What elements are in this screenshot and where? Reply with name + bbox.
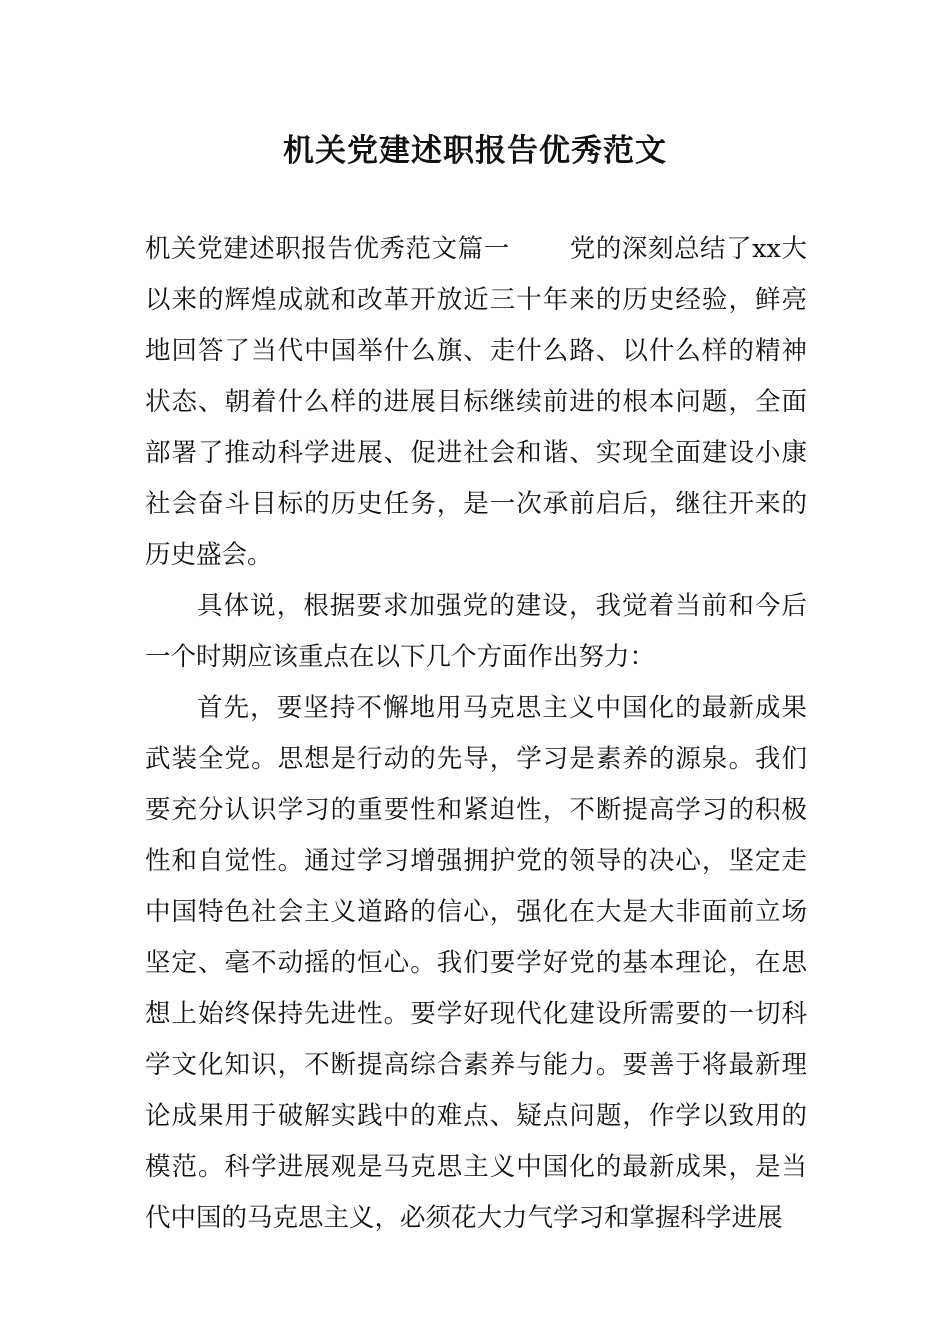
section-heading: 机关党建述职报告优秀范文篇一 [145, 234, 510, 264]
paragraph-1-text: 党的深刻总结了xx大以来的辉煌成就和改革开放近三十年来的历史经验，鲜亮地回答了当代中国举什么旗、走什么路、以什么样的精神状态、朝着什么样的进展目标继续前进的根本问题，全面部署了推动科学进展、促进社会和谐、实现全面建设小康社会奋斗目标的历史任务，是一次承前启后，继往开来的历史盛会。 [145, 234, 807, 570]
paragraph-3: 首先，要坚持不懈地用马克思主义中国化的最新成果武装全党。思想是行动的先导，学习是素养的源泉。我们要充分认识学习的重要性和紧迫性，不断提高学习的积极性和自觉性。通过学习增强拥护党的领导的决心，坚定走中国特色社会主义道路的信心，强化在大是大非面前立场坚定、毫不动摇的恒心。我们要学好党的基本理论，在思想上始终保持先进性。要学好现代化建设所需要的一切科学文化知识，不断提高综合素养与能力。要善于将最新理论成果用于破解实践中的难点、疑点问题，作学以致用的模范。科学进展观是马克思主义中国化的最新成果，是当代中国的马克思主义，必须花大力气学习和掌握科学进展 [145, 693, 807, 1233]
document-body [145, 224, 807, 1244]
document-title: 机关党建述职报告优秀范文 [283, 133, 667, 169]
paragraph-1 [145, 224, 807, 581]
paragraph-2: 具体说，根据要求加强党的建设，我觉着当前和今后一个时期应该重点在以下几个方面作出努力： [145, 591, 807, 672]
